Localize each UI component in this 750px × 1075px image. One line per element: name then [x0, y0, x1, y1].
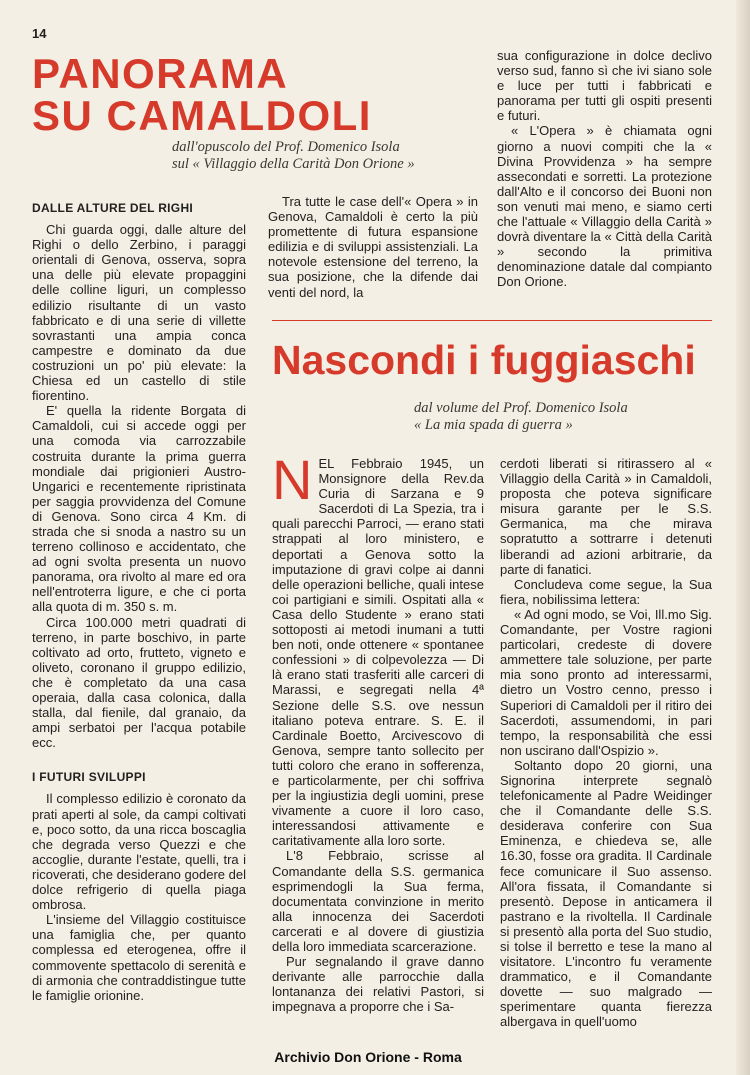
- article-title-2: Nascondi i fuggiaschi: [272, 337, 696, 383]
- drop-cap: N: [272, 448, 313, 511]
- paragraph: Il complesso edilizio è coronato da prati aperti al sole, da campi coltivati e, poco sotto, da una ricca boscaglia che degrada verso Quezzi e che accoglie, durante l'estate, quelli, tra i ricoverati, che desiderano godere del dolce refrigerio di quella piaga ombrosa.: [32, 791, 246, 913]
- article-column-4: [272, 448, 484, 1015]
- paragraph: cerdoti liberati si ritirassero al « Villaggio della Carità » in Camaldoli, proposta che poteva significare misura garante per le S.S. Germanica, ma che mirava sopratutto a sottrarre i detenuti liberandi ad azioni arbitrarie, da parte di fanatici.: [500, 456, 712, 577]
- byline-line: sul « Villaggio della Carità Don Orione »: [172, 156, 415, 172]
- paragraph: [272, 448, 484, 849]
- article-title-line: PANORAMA: [32, 50, 289, 97]
- section-divider: [272, 320, 712, 321]
- paragraph: Chi guarda oggi, dalle alture del Righi o dello Zerbino, i paraggi orientali di Genova, osserva, sopra una delle più elevate propaggini delle colline liguri, un complesso edilizio risultante di un vasto fabbricato e di una serie di villette sovrastanti una ampia conca campestre e dominato da due costruzioni un po' più elevate: la Chiesa ed un castello di stile fiorentino.: [32, 222, 246, 404]
- byline-line: dal volume del Prof. Domenico Isola: [414, 400, 628, 416]
- paragraph: L'insieme del Villaggio costituisce una famiglia che, per quanto complessa ed eterogenea, offre il commovente spettacolo di serenità e di armonia che contraddistingue tutte le famiglie orionine.: [32, 912, 246, 1003]
- article-column-3: [497, 48, 712, 290]
- section-heading: DALLE ALTURE DEL RIGHI: [32, 201, 194, 215]
- paragraph: sua configurazione in dolce declivo verso sud, fanno sì che ivi siano sole e luce per tutti i fabbricati e panorama per tutti gli ospiti presenti e futuri.: [497, 48, 712, 124]
- article-column-1: [32, 201, 246, 1003]
- page-number: 14: [32, 26, 47, 41]
- archive-footer: Archivio Don Orione - Roma: [274, 1049, 462, 1065]
- article-byline: [172, 139, 415, 173]
- paragraph: Concludeva come segue, la Sua fiera, nobilissima lettera:: [500, 576, 712, 607]
- paragraph: L'8 Febbraio, scrisse al Comandante della S.S. germanica esprimendogli la Sua ferma, documentata convinzione in merito alla innocenza dei Sacerdoti carcerati e al dovere di giustizia della loro immediata scarcerazione.: [272, 848, 484, 954]
- page-edge: [736, 0, 750, 1075]
- article-title-line: SU CAMALDOLI: [32, 92, 372, 139]
- article-column-5: [500, 456, 712, 1030]
- article-byline-2: [414, 400, 628, 434]
- paragraph: « Ad ogni modo, se Voi, Ill.mo Sig. Comandante, per Vostre ragioni particolari, credeste di dovere ammettere tale soluzione, per parte mia sono pronto ad interessarmi, dietro un Vostro cenno, presso i Superiori di Camaldoli per il ritiro dei Sacerdoti, assumendomi, in pari tempo, la responsabilità che essi non uscirano dall'Ospizio ».: [500, 606, 712, 758]
- paragraph: Circa 100.000 metri quadrati di terreno, in parte boschivo, in parte coltivato ad orto, frutteto, vigneto e oliveto, coronano il gruppo edilizio, che è completato da una casa operaia, dalla casa colonica, dalla stalla, dal fienile, dal granaio, da ampi serbatoi per l'acqua potabile ecc.: [32, 614, 246, 751]
- paragraph: Soltanto dopo 20 giorni, una Signorina interprete segnalò telefonicamente al Padre Weidinger che il Comandante delle S.S. desiderava conferire con Sua Eminenza, e chiedeva se, alle 16.30, fosse ora gradita. Il Cardinale fece comunicare il Suo assenso. All'ora fissata, il Comandante si presentò. Depose in anticamera il pastrano e la rivoltella. Il Cardinale si presentò alla porta del Suo studio, si tolse il berretto e tese la mano al visitatore. L'incontro fu veramente drammatico, e il Comandante dovette — suo malgrado — sperimentare quanta fierezza albergava in quell'uomo: [500, 757, 712, 1030]
- article-column-2: [268, 194, 478, 300]
- paragraph: Pur segnalando il grave danno derivante alle parrocchie dalla lontananza dei relativi Pastori, si impegnava a proporre che i Sa-: [272, 954, 484, 1015]
- paragraph-text: EL Febbraio 1945, un Monsignore della Rev.da Curia di Sarzana e 9 Sacerdoti di La Spezia, tra i quali parecchi Parroci, — erano stati strappati al loro ministero, e deportati a Genova sotto la imputazione di gravi colpe ai danni delle operazioni belliche, quali intese coi partigiani e simili. Ospitati alla « Casa dello Studente » erano stati sottoposti ai metodi inumani a tutti ben noti, onde ottenere « spontanee confessioni » di colpevolezza — Di là erano stati trasferiti alle carceri di Marassi, e segregati nella 4ª Sezione delle S.S. ove nessun italiano poteva entrare. S. E. il Cardinale Boetto, Arcivescovo di Genova, sempre tanto sollecito per tutti coloro che erano in sofferenza, e particolarmente, per chi soffriva per la ingiustizia degli uomini, prese vivamente a cuore il loro caso, interessandosi attivamente e caritativamente alla loro sorte.: [272, 456, 484, 849]
- byline-line: « La mia spada di guerra »: [414, 417, 573, 433]
- paragraph: « L'Opera » è chiamata ogni giorno a nuovi compiti che la « Divina Provvidenza » ha sempre assecondati e sorretti. La protezione dall'Alto e il concorso dei Buoni non son venuti mai meno, e siamo certi che l'attuale « Villaggio della Carità » dovrà diventare la « Città della Carità » secondo la primitiva denominazione datale dal compianto Don Orione.: [497, 123, 712, 290]
- article-title: [32, 50, 372, 139]
- section-heading: I FUTURI SVILUPPI: [32, 770, 146, 785]
- byline-line: dall'opuscolo del Prof. Domenico Isola: [172, 139, 400, 155]
- paragraph: E' quella la ridente Borgata di Camaldoli, cui si accede oggi per una comoda via carrozzabile costruita durante la prima guerra mondiale dai prigionieri Austro-Ungarici e recentemente ripristinata per saggia provvidenza del Comune di Genova. Sono circa 4 Km. di strada che si snoda a nastro su un terreno collinoso e accidentato, che ad ogni svolta presenta un nuovo panorama, ora rivolto al mare ed ora nell'entroterra ligure, e che ci porta alla quota di m. 350 s. m.: [32, 403, 246, 615]
- paragraph: Tra tutte le case dell'« Opera » in Genova, Camaldoli è certo la più promettente di futura espansione edilizia e di sviluppi assistenziali. La notevole estensione del terreno, la sua posizione, che la difende dai venti del nord, la: [268, 194, 478, 300]
